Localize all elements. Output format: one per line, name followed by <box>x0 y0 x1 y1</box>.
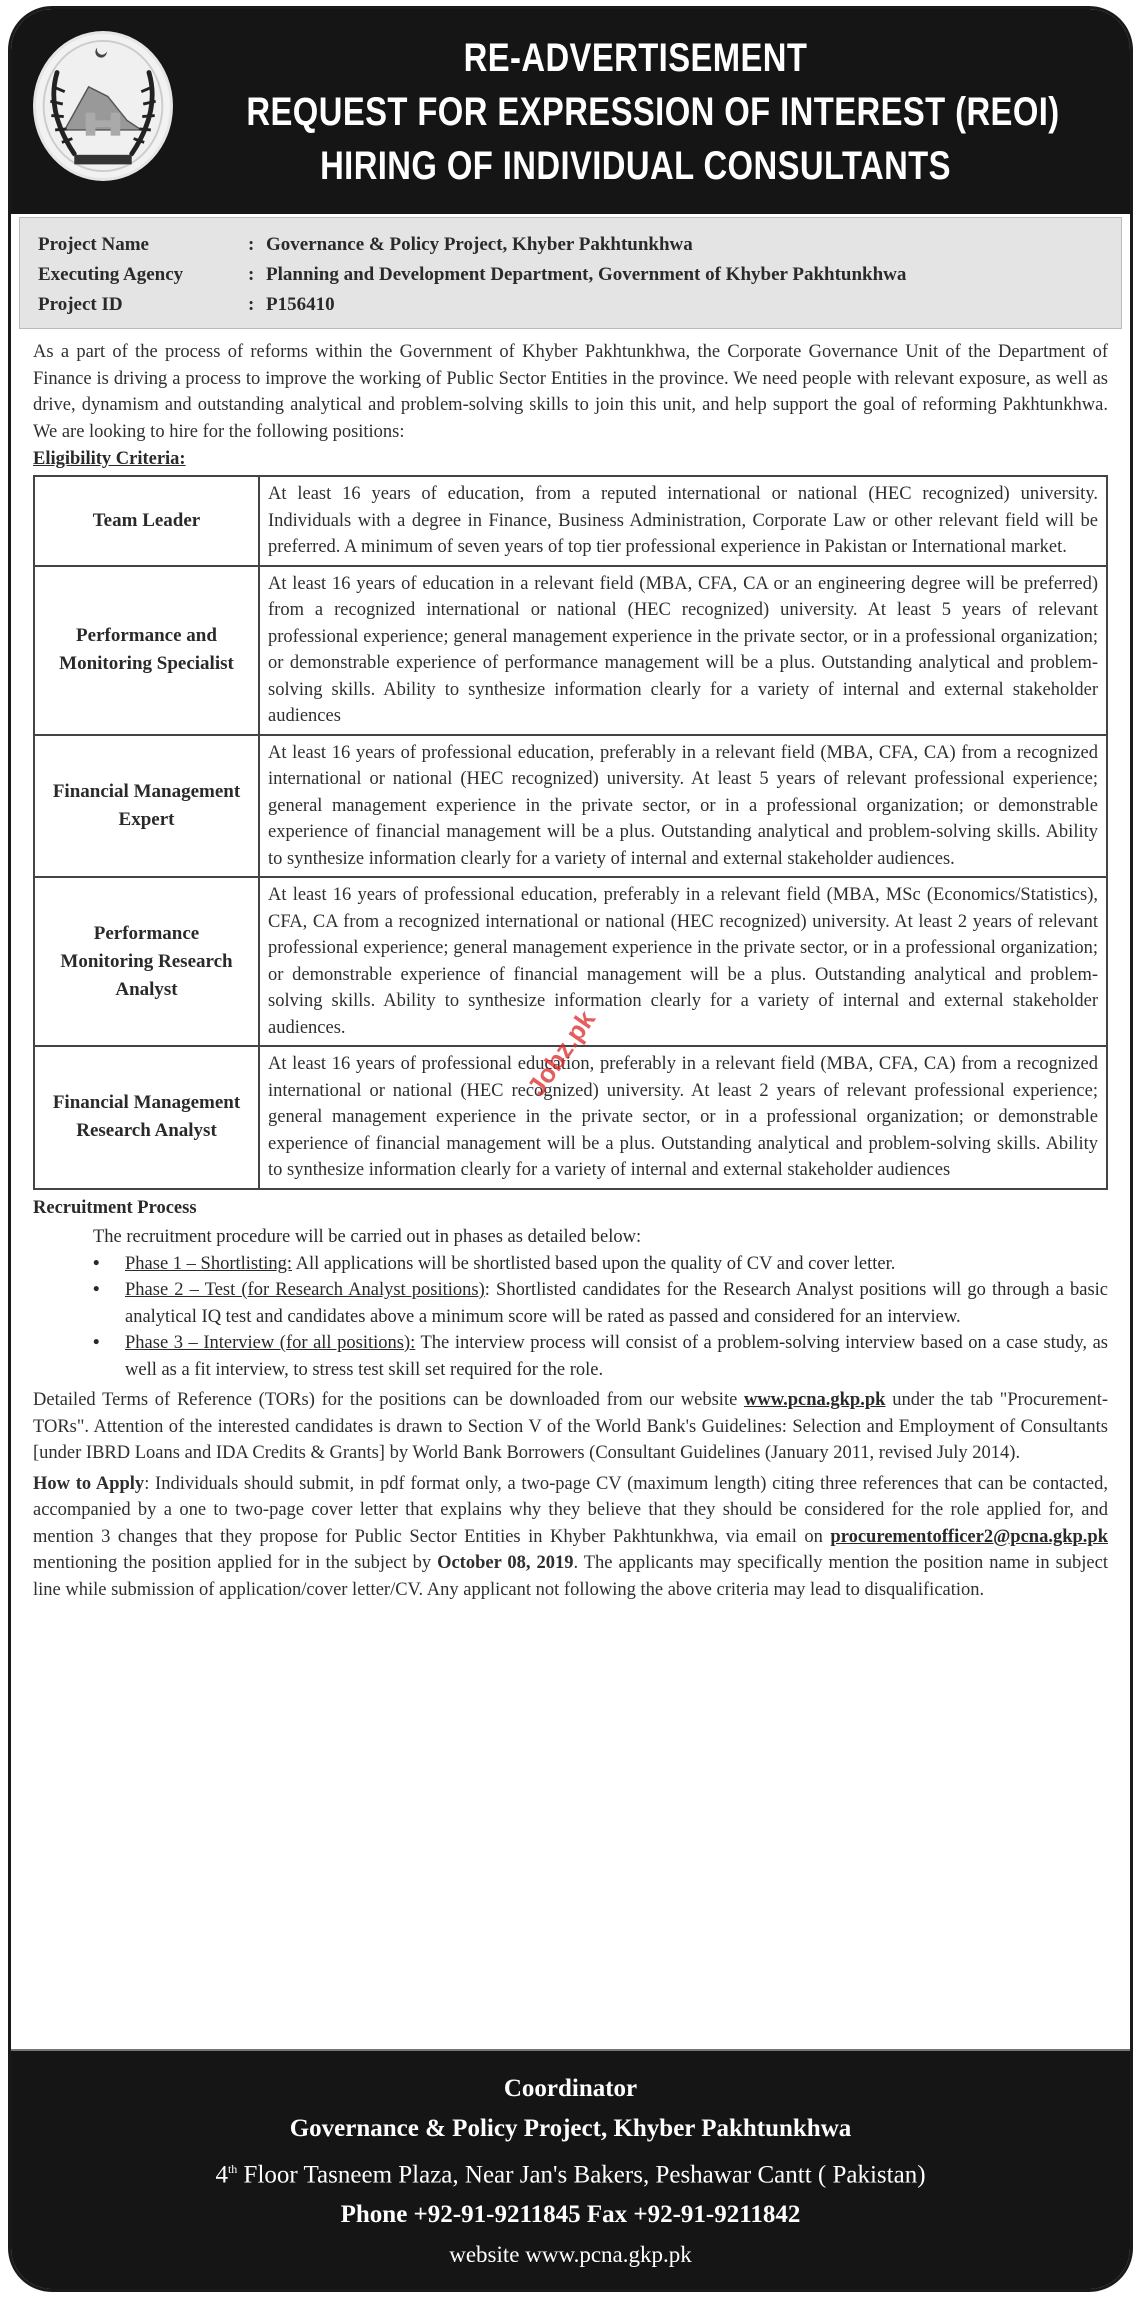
project-id-label: Project ID <box>38 294 123 315</box>
project-id-row <box>38 290 1103 320</box>
phase-text: : Shortlisted candidates for the Research Analyst positions will go through a basic analytical IQ test and candidates above a minimum score will be rated as passed and considered for an interview. <box>125 1280 1108 1327</box>
apply-text-2: mentioning the position applied for in the subject by <box>33 1553 438 1573</box>
phase-title: Phase 3 – Interview (for all positions): <box>125 1333 416 1353</box>
position-criteria: At least 16 years of professional education, preferably in a relevant field (MBA, MSc (Economics/Statistics), CFA, CA from a recognized international or national (HEC recognized) university. At least 2 years of relevant professional experience; general management experience in the private sector, or in a professional organization; or demonstrable experience of financial management will be a plus. Outstanding analytical and problem-solving skills. Ability to synthesize information clearly for a variety of internal and external stakeholder audiences. <box>259 877 1107 1046</box>
executing-agency-value: Planning and Development Department, Government of Khyber Pakhtunkhwa <box>266 264 907 285</box>
tors-paragraph <box>33 1387 1108 1467</box>
footer-address <box>11 2149 1130 2195</box>
tors-text-after: under the tab "Procurement-TORs". Attention of the interested candidates is drawn to Section V of the World Bank's Guidelines: Selection and Employment of Consultants [under IBRD Loans and IDA Credits & Grants] by World Bank Borrowers (Consultant Guidelines (January 2011, revised July 2014). <box>33 1390 1108 1463</box>
table-row <box>34 476 1107 566</box>
how-to-apply-label: How to Apply <box>33 1473 145 1494</box>
table-row <box>34 735 1107 878</box>
tors-text-before: Detailed Terms of Reference (TORs) for the positions can be downloaded from our website <box>33 1390 745 1410</box>
separator: : <box>248 234 255 255</box>
title-re-advertisement: RE-ADVERTISEMENT <box>463 36 808 80</box>
phase-text: The interview process will consist of a problem-solving interview based on a case study, as well as a fit interview, to stress test skill set required for the role. <box>125 1333 1108 1380</box>
position-title: Financial Management Research Analyst <box>34 1046 259 1189</box>
footer-website[interactable]: website www.pcna.gkp.pk <box>449 2242 692 2268</box>
header-banner <box>11 9 1130 214</box>
watermark: Jobz.pk <box>521 1004 602 1102</box>
executing-agency-label: Executing Agency <box>38 264 184 285</box>
email-link[interactable]: procurementofficer2@pcna.gkp.pk <box>830 1526 1108 1547</box>
apply-text-1: : Individuals should submit, in pdf format only, a two-page CV (maximum length) citing three references that can be contacted, accompanied by a one to two-page cover letter that explains why they believe that they should be considered for the role applied for, and mention 3 changes that they propose for Public Sector Entities in Khyber Pakhtunkhwa, via email on <box>33 1473 1108 1547</box>
advertisement-frame <box>8 6 1133 2292</box>
title-hiring: HIRING OF INDIVIDUAL CONSULTANTS <box>320 144 951 188</box>
executing-agency-row <box>38 260 1103 290</box>
website-link[interactable]: www.pcna.gkp.pk <box>744 1390 886 1410</box>
title-block <box>161 31 1110 193</box>
separator: : <box>248 264 255 285</box>
bullet-icon: • <box>93 1280 100 1300</box>
phase-title: Phase 2 – Test (for Research Analyst positions) <box>125 1280 485 1300</box>
position-title: Performance and Monitoring Specialist <box>34 566 259 735</box>
project-id-value: P156410 <box>266 294 335 315</box>
bullet-icon: • <box>93 1253 100 1274</box>
address-ordinal: th <box>227 2162 238 2176</box>
position-title: Financial Management Expert <box>34 735 259 878</box>
khyber-pakhtunkhwa-emblem-icon <box>33 31 173 181</box>
position-criteria: At least 16 years of education, from a reputed international or national (HEC recognized) university. Individuals with a degree in Finance, Business Administration, Corporate Law or other relevant field will be preferred. A minimum of seven years of top tier professional experience in Pakistan or International market. <box>259 476 1107 566</box>
phase-title: Phase 1 – Shortlisting: <box>125 1253 293 1274</box>
main-content <box>33 339 1108 1603</box>
title-reoi: REQUEST FOR EXPRESSION OF INTEREST (REOI) <box>246 90 1060 134</box>
bullet-icon: • <box>93 1333 100 1353</box>
eligibility-table <box>33 475 1108 1190</box>
recruitment-intro: The recruitment procedure will be carried out in phases as detailed below: <box>93 1226 642 1247</box>
table-row <box>34 1046 1107 1189</box>
footer-banner <box>11 2049 1130 2289</box>
footer-title: Coordinator <box>503 2075 638 2102</box>
table-row <box>34 566 1107 735</box>
project-name-value: Governance & Policy Project, Khyber Pakhtunkhwa <box>266 234 693 255</box>
footer-organization: Governance & Policy Project, Khyber Pakhtunkhwa <box>289 2115 852 2142</box>
project-name-row <box>38 230 1103 260</box>
project-info-box <box>19 217 1122 329</box>
position-criteria: At least 16 years of education in a relevant field (MBA, CFA, CA or an engineering degree will be preferred) from a recognized international or national (HEC recognized) university. At least 5 years of relevant professional experience; general management experience in the private sector, or in a professional organization; or demonstrable experience of performance management will be a plus. Outstanding analytical and problem-solving skills. Ability to synthesize information clearly for a variety of internal and external stakeholder audiences <box>259 566 1107 735</box>
footer-phone-fax: Phone +92-91-9211845 Fax +92-91-9211842 <box>340 2201 801 2229</box>
phase-text: All applications will be shortlisted based upon the quality of CV and cover letter. <box>292 1253 896 1274</box>
eligibility-heading: Eligibility Criteria: <box>33 449 186 469</box>
intro-paragraph: As a part of the process of reforms within the Government of Khyber Pakhtunkhwa, the Corporate Governance Unit of the Department of Finance is driving a process to improve the working of Public Sector Entities in the province. We need people with relevant exposure, as well as drive, dynamism and outstanding analytical and problem-solving skills to join this unit, and help support the goal of reforming Pakhtunkhwa. We are looking to hire for the following positions: <box>33 342 1108 442</box>
deadline-date: October 08, 2019 <box>437 1553 574 1573</box>
separator: : <box>248 294 255 315</box>
emblem-graphic <box>36 34 170 178</box>
position-criteria: At least 16 years of professional education, preferably in a relevant field (MBA, CFA, CA) from a recognized international or national (HEC recognized) university. At least 2 years of relevant professional experience; general management experience in the private sector, or in a professional organization; or demonstrable experience of financial management will be a plus. Outstanding analytical and problem-solving skills. Ability to synthesize information clearly for a variety of internal and external stakeholder audiences <box>259 1046 1107 1189</box>
recruitment-heading: Recruitment Process <box>33 1197 197 1218</box>
how-to-apply-paragraph <box>33 1471 1108 1604</box>
list-item <box>93 1330 1108 1383</box>
address-floor-number: 4 <box>215 2161 228 2189</box>
list-item <box>93 1277 1108 1330</box>
list-item <box>93 1251 1108 1278</box>
address-rest: Floor Tasneem Plaza, Near Jan's Bakers, Peshawar Cantt ( Pakistan) <box>237 2161 926 2189</box>
phase-list <box>33 1251 1108 1384</box>
project-name-label: Project Name <box>38 234 149 255</box>
position-criteria: At least 16 years of professional education, preferably in a relevant field (MBA, CFA, CA) from a recognized international or national (HEC recognized) university. At least 5 years of relevant professional experience; general management experience in the private sector, or in a professional organization; or demonstrable experience of financial management will be a plus. Outstanding analytical and problem-solving skills. Ability to synthesize information clearly for a variety of internal and external stakeholder audiences. <box>259 735 1107 878</box>
apply-text-3: . The applicants may specifically mention the position name in subject line while submission of application/cover letter/CV. Any applicant not following the above criteria may lead to disqualification. <box>33 1553 1108 1600</box>
position-title: Performance Monitoring Research Analyst <box>34 877 259 1046</box>
table-row <box>34 877 1107 1046</box>
position-title: Team Leader <box>34 476 259 566</box>
